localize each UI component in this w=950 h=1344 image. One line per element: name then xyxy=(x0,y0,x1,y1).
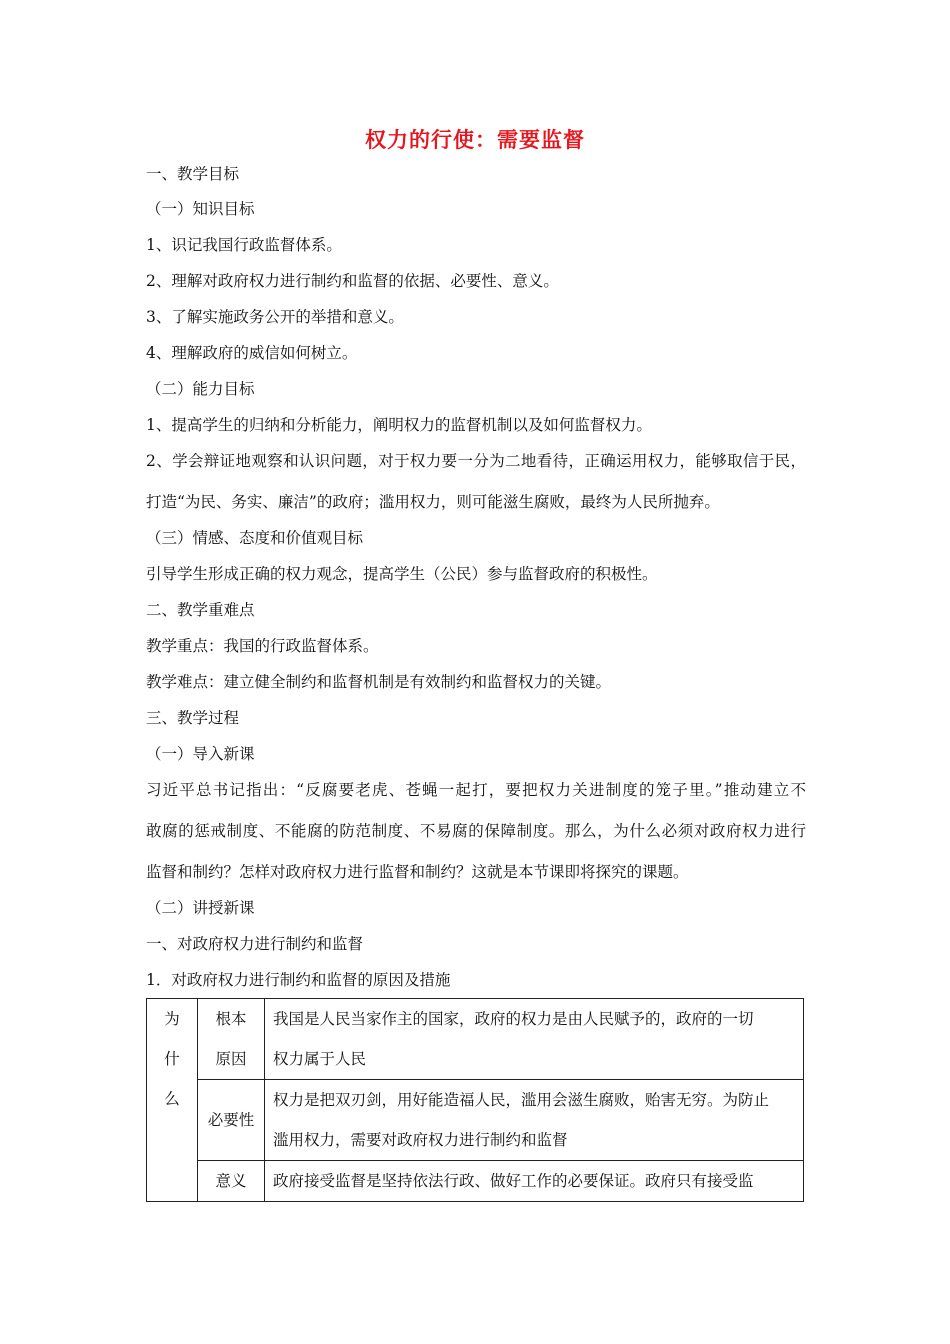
row-text-cell: 权力是把双刃剑，用好能造福人民，滥用会滋生腐败，贻害无穷。为防止 滥用权力，需要对政府权力进行制约和监督 xyxy=(265,1080,804,1161)
subheading-values: （三）情感、态度和价值观目标 xyxy=(146,529,364,547)
table-row xyxy=(147,999,804,1080)
ability-item-2-cont: 打造“为民、务实、廉洁”的政府；滥用权力，则可能滋生腐败，最终为人民所抛弃。 xyxy=(146,493,720,511)
group-label-cell: 为 什 么 xyxy=(147,999,198,1202)
intro-paragraph-line-2: 敢腐的惩戒制度、不能腐的防范制度、不易腐的保障制度。那么，为什么必须对政府权力进行 xyxy=(146,822,806,840)
row-label-cell: 意义 xyxy=(198,1161,265,1202)
difficult-point: 教学难点：建立健全制约和监督机制是有效制约和监督权力的关键。 xyxy=(146,673,612,691)
knowledge-item-2: 2、理解对政府权力进行制约和监督的依据、必要性、意义。 xyxy=(146,272,559,290)
subheading-intro: （一）导入新课 xyxy=(146,745,255,763)
values-item: 引导学生形成正确的权力观念，提高学生（公民）参与监督政府的积极性。 xyxy=(146,565,658,583)
knowledge-item-1: 1、识记我国行政监督体系。 xyxy=(146,236,342,254)
subheading-ability: （二）能力目标 xyxy=(146,380,255,398)
row-text-cell: 我国是人民当家作主的国家，政府的权力是由人民赋予的，政府的一切 权力属于人民 xyxy=(265,999,804,1080)
row-label-cell: 根本 原因 xyxy=(198,999,265,1080)
row-text-cell: 政府接受监督是坚持依法行政、做好工作的必要保证。政府只有接受监 xyxy=(265,1161,804,1202)
intro-paragraph-line-1: 习近平总书记指出：“反腐要老虎、苍蝇一起打，要把权力关进制度的笼子里。”推动建立不 xyxy=(146,781,806,799)
subheading-knowledge: （一）知识目标 xyxy=(146,200,255,218)
key-point: 教学重点：我国的行政监督体系。 xyxy=(146,637,379,655)
knowledge-item-3: 3、了解实施政务公开的举措和意义。 xyxy=(146,308,404,326)
intro-paragraph-line-3: 监督和制约？怎样对政府权力进行监督和制约？这就是本节课即将探究的课题。 xyxy=(146,863,689,881)
row-label-cell: 必要性 xyxy=(198,1080,265,1161)
document-title: 权力的行使：需要监督 xyxy=(365,127,585,152)
ability-item-2: 2、学会辩证地观察和认识问题，对于权力要一分为二地看待，正确运用权力，能够取信于民， xyxy=(146,452,806,470)
section-heading-process: 三、教学过程 xyxy=(146,709,240,727)
section-heading-objectives: 一、教学目标 xyxy=(146,165,240,183)
lesson-heading: 一、对政府权力进行制约和监督 xyxy=(146,935,364,953)
knowledge-item-4: 4、理解政府的威信如何树立。 xyxy=(146,344,358,362)
lesson-subheading: 1．对政府权力进行制约和监督的原因及措施 xyxy=(146,971,451,989)
ability-item-1: 1、提高学生的归纳和分析能力，阐明权力的监督机制以及如何监督权力。 xyxy=(146,416,652,434)
section-heading-key-points: 二、教学重难点 xyxy=(146,601,255,619)
table-row xyxy=(147,1080,804,1161)
subheading-new-lesson: （二）讲授新课 xyxy=(146,899,255,917)
reasons-table xyxy=(146,998,804,1202)
table-row xyxy=(147,1161,804,1202)
